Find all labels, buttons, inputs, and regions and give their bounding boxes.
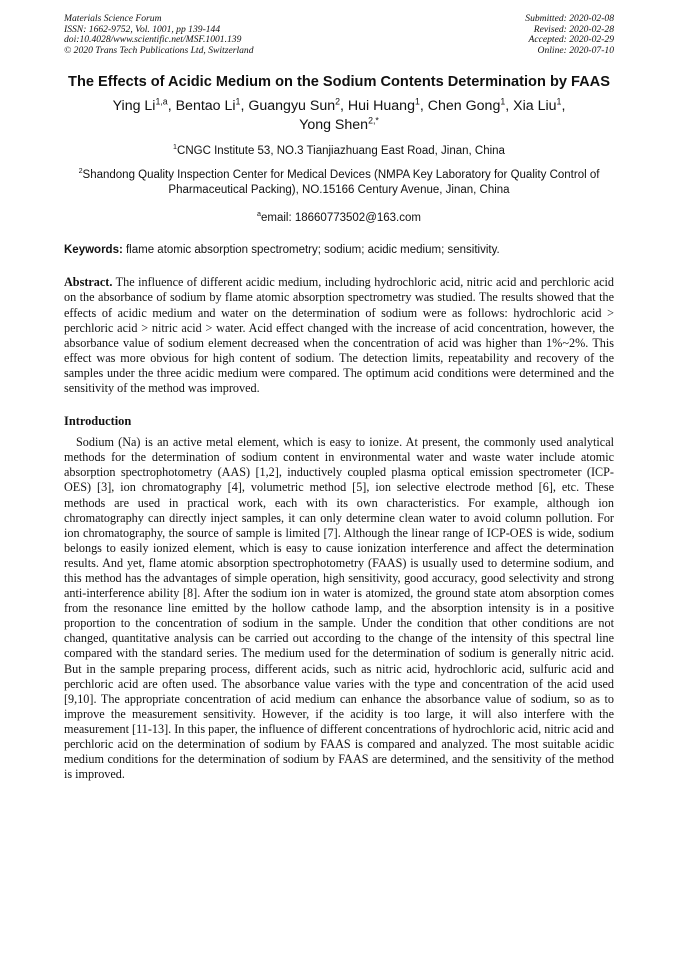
author-affiliation-mark: 1 xyxy=(235,96,241,107)
email-mark: a xyxy=(257,210,261,219)
author-list: Ying Li$^{1,a}$, Bentao Li$^1$, Guangyu Sun$^2$, Hui Huang$^1$, Chen Gong$^1$, Xia Liu$^1$, Yong Shen$^{2,*}$ xyxy=(112,96,566,134)
author-affiliation-mark: 1 xyxy=(414,96,420,107)
paper-title: The Effects of Acidic Medium on the Sodium Contents Determination by FAAS xyxy=(68,74,610,91)
keywords-label: Keywords: xyxy=(64,244,123,257)
keywords xyxy=(64,243,614,258)
email-text: email: 18660773502@163.com xyxy=(260,212,421,225)
contact-email xyxy=(64,211,614,226)
author-name: Xia Liu xyxy=(513,98,557,115)
introduction-text: Sodium (Na) is an active metal element, which is easy to ionize. At present, the commonly used analytical methods for the determination of sodium content in environmental water and waste water include atomic absorption spectrophotometry (AAS) [1,2], inductively coupled plasma optical emission spectrometer (ICP-OES) [3], ion chromatography [4], volumetric method [5], ion selective electrode method [6], etc. These methods are used in practical work, each with its own characteristics. For example, although ion chromatography can directly inject samples, it can only determine clean water to avoid column pollution. For ion chromatography, the source of sample is limited [7]. Although the linear range of ICP-OES is wide, sodium belongs to easily ionized element, which is easy to cause ionization interference and affect the determination results. And yet, flame atomic absorption spectrophotometry (FAAS) is usually used to determine sodium, and this method has the advantages of simple operation, high sensitivity, good accuracy, good selectivity and strong anti-interference ability [8]. After the sodium ion in water is atomized, the ground state atom absorption comes from the resonance line emitted by the hollow cathode lamp, and the absorption intensity is in a positive proportion to the concentration of sodium in the sample. Under the condition that other conditions are not changed, quantitative analysis can be carried out according to the change of the intensity of this spectral line compared with the standard series. The medium used for the determination of sodium is generally nitric acid. But in the sample preparing process, different acids, such as nitric acid, hydrochloric acid, sulfuric acid and perchloric acid are often used. The absorbance value varies with the type and concentration of the acid used [9,10]. The appropriate concentration of acid medium can enhance the absorbance value of sodium, so as to improve the measurement sensitivity. However, if the acidity is too large, it will also interfere with the measurement [11-13]. In this paper, the influence of different concentrations of hydrochloric acid, nitric acid and perchloric acid on the determination of sodium by FAAS is compared and analyzed. The most suitable acidic medium conditions for the determination of sodium by FAAS are determined, and the sensitivity of the method is improved. xyxy=(64,435,614,782)
author-affiliation-mark: 1 xyxy=(500,96,506,107)
author-affiliation-mark: 1,a xyxy=(155,96,168,107)
affiliation-mark: 1 xyxy=(173,143,178,152)
author-name: Yong Shen xyxy=(299,117,369,134)
submission-dates xyxy=(525,14,614,56)
affiliation-mark: 2 xyxy=(78,167,83,176)
journal-copyright: © 2020 Trans Tech Publications Ltd, Switzerland xyxy=(64,44,254,56)
author-affiliation-mark: 2,* xyxy=(368,115,379,126)
journal-info xyxy=(64,14,254,56)
abstract-label: Abstract. xyxy=(64,275,113,290)
author-name: Guangyu Sun xyxy=(248,98,336,115)
date-accepted: Accepted: 2020-02-29 xyxy=(528,34,614,46)
affiliation-text: Shandong Quality Inspection Center for Medical Devices (NMPA Key Laboratory for Quality Control of Pharmaceutical Packing), NO.15166 Century Avenue, Jinan, China xyxy=(82,169,600,197)
author-name: Hui Huang xyxy=(347,98,415,115)
affiliation-1 xyxy=(64,144,614,159)
journal-doi: doi:10.4028/www.scientific.net/MSF.1001.139 xyxy=(64,34,242,46)
date-submitted: Submitted: 2020-02-08 xyxy=(525,13,614,24)
date-revised: Revised: 2020-02-28 xyxy=(533,23,614,35)
journal-name: Materials Science Forum xyxy=(64,13,162,24)
author-affiliation-mark: 2 xyxy=(335,96,341,107)
abstract xyxy=(64,275,614,396)
keywords-text: flame atomic absorption spectrometry; sodium; acidic medium; sensitivity. xyxy=(122,244,500,257)
section-heading: Introduction xyxy=(64,414,132,429)
author-name: Bentao Li xyxy=(175,98,236,115)
affiliation-text: CNGC Institute 53, NO.3 Tianjiazhuang East Road, Jinan, China xyxy=(177,145,505,158)
affiliation-2 xyxy=(64,168,614,198)
abstract-text: The influence of different acidic medium, including hydrochloric acid, nitric acid and perchloric acid on the absorbance of sodium by flame atomic absorption spectrometry was studied. The results showed that the effects of acidic medium and water on the determination of sodium were as follows: hydrochloric acid > perchloric acid > nitric acid > water. Acid effect changed with the increase of acid concentration, however, the absorbance value of sodium element decreased when the concentration of acid was higher than 1%~2%. This effect was more obvious for high content of sodium. The detection limits, repeatability and recovery of the samples under the three acidic medium were compared. The optimum acid conditions were determined and the sensitivity of the method was improved. xyxy=(64,275,614,396)
journal-header xyxy=(64,14,614,56)
journal-issn: ISSN: 1662-9752, Vol. 1001, pp 139-144 xyxy=(64,23,221,35)
author-name: Chen Gong xyxy=(427,98,501,115)
paper-page xyxy=(64,14,614,782)
author-name: Ying Li xyxy=(112,98,156,115)
author-affiliation-mark: 1 xyxy=(556,96,562,107)
date-online: Online: 2020-07-10 xyxy=(537,44,614,56)
